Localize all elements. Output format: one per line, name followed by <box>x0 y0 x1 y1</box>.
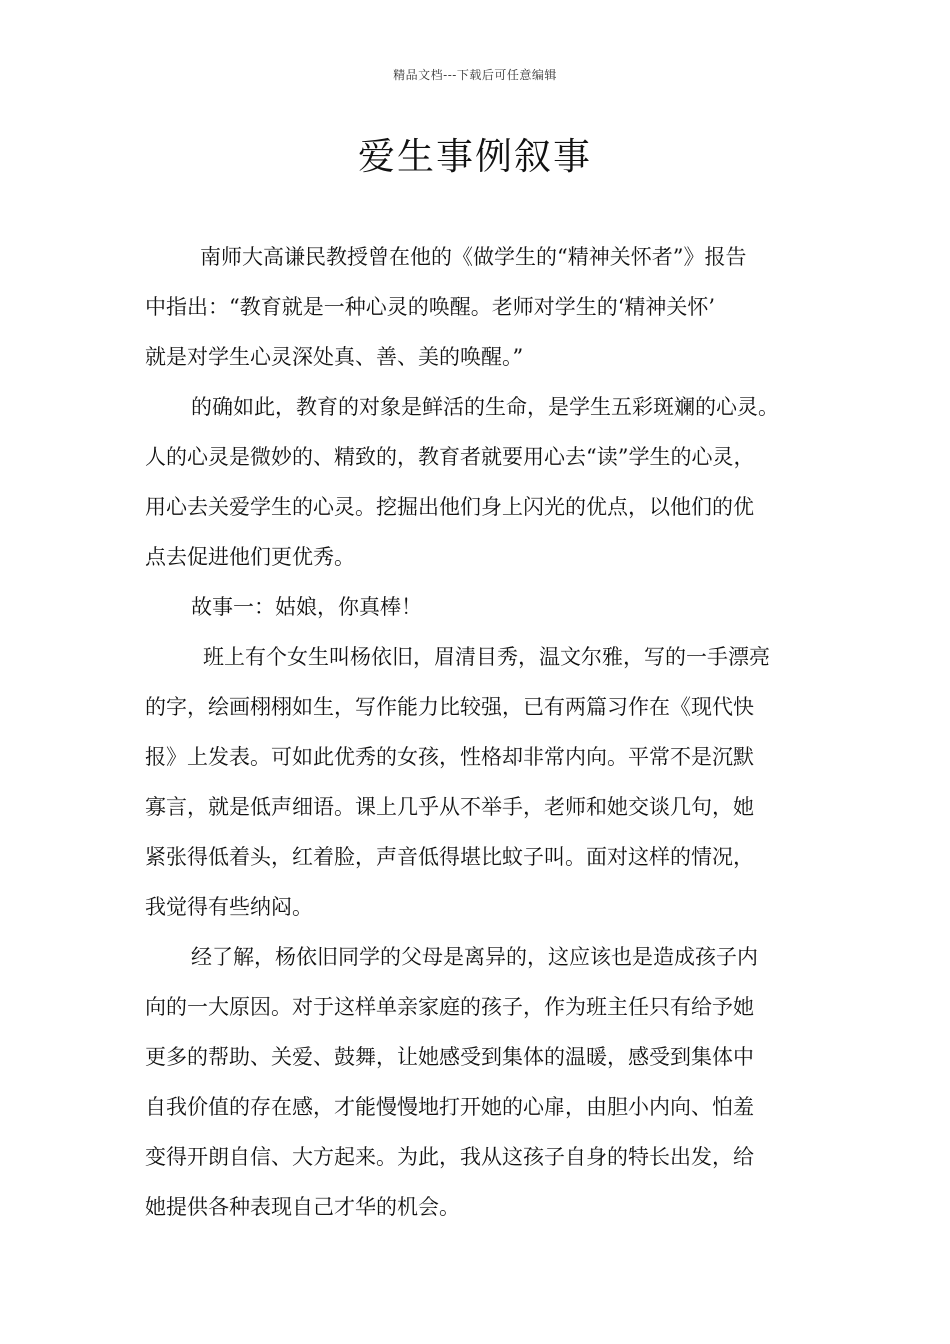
paragraph-line: 她提供各种表现自己才华的机会。 <box>145 1195 460 1219</box>
document-body <box>145 232 835 1232</box>
section-heading: 故事一：姑娘，你真棒！ <box>191 595 422 619</box>
paragraph-line: 的字，绘画栩栩如生，写作能力比较强，已有两篇习作在《现代快 <box>145 695 754 719</box>
paragraph-line: 中指出：“教育就是一种心灵的唤醒。老师对学生的‘精神关怀’ <box>145 295 716 319</box>
paragraph-line: 寡言，就是低声细语。课上几乎从不举手，老师和她交谈几句，她 <box>145 795 754 819</box>
paragraph-line: 自我价值的存在感，才能慢慢地打开她的心扉，由胆小内向、怕羞 <box>145 1095 754 1119</box>
paragraph-line: 的确如此，教育的对象是鲜活的生命，是学生五彩斑斓的心灵。 <box>191 395 779 419</box>
paragraph-line: 变得开朗自信、大方起来。为此，我从这孩子自身的特长出发，给 <box>145 1145 754 1169</box>
paragraph-line: 班上有个女生叫杨依旧，眉清目秀，温文尔雅，写的一手漂亮 <box>203 645 770 669</box>
paragraph-line: 向的一大原因。对于这样单亲家庭的孩子，作为班主任只有给予她 <box>145 995 754 1019</box>
paragraph-line: 人的心灵是微妙的、精致的，教育者就要用心去“读”学生的心灵， <box>145 445 755 469</box>
paragraph-line: 经了解，杨依旧同学的父母是离异的，这应该也是造成孩子内 <box>191 945 758 969</box>
paragraph-line: 南师大高谦民教授曾在他的《做学生的“精神关怀者”》报告 <box>200 245 747 269</box>
paragraph-line: 点去促进他们更优秀。 <box>145 545 355 569</box>
paragraph-line: 就是对学生心灵深处真、善、美的唤醒。” <box>145 345 524 369</box>
paragraph-line: 报》上发表。可如此优秀的女孩，性格却非常内向。平常不是沉默 <box>145 745 754 769</box>
paragraph-line: 紧张得低着头，红着脸，声音低得堪比蚊子叫。面对这样的情况， <box>145 845 754 869</box>
paragraph-line: 我觉得有些纳闷。 <box>145 895 313 919</box>
paragraph-line: 更多的帮助、关爱、鼓舞，让她感受到集体的温暖，感受到集体中 <box>145 1045 754 1069</box>
header-note: 精品文档---下载后可任意编辑 <box>393 68 557 82</box>
document-title: 爱生事例叙事 <box>358 135 592 178</box>
paragraph-line: 用心去关爱学生的心灵。挖掘出他们身上闪光的优点，以他们的优 <box>145 495 754 519</box>
